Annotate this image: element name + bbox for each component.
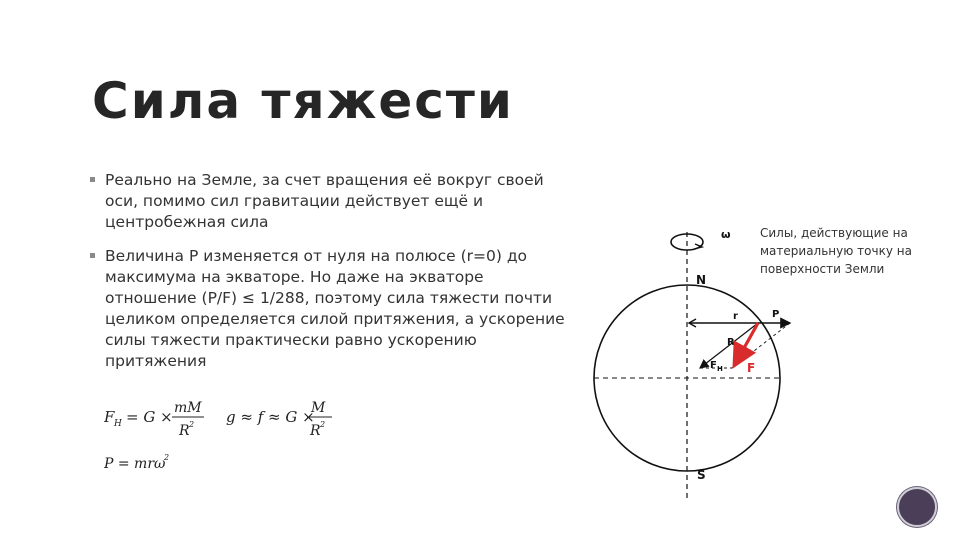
bullet-list [88, 170, 566, 385]
formula-den-r2: R [310, 423, 321, 439]
bullet-marker [90, 177, 95, 182]
formula-gravity-force [104, 400, 204, 439]
r-label: r [733, 311, 738, 322]
gravity-force-label: F [747, 361, 756, 375]
bullet-item [88, 246, 566, 372]
formula-p-exp: 2 [164, 453, 170, 462]
formula-acceleration [226, 400, 332, 439]
formula-num-mm: mM [174, 400, 202, 416]
omega-label: ω [721, 228, 731, 241]
formula-fh-sub: H [114, 419, 122, 429]
fh-sub-label: H [717, 365, 723, 373]
radius-label: R [727, 337, 735, 348]
formula-centrifugal [104, 453, 169, 472]
diagram-caption: Силы, действующие на материальную точку на поверхности Земли [760, 226, 912, 276]
construction-line [732, 323, 790, 368]
formula-eq-g: = G × [126, 408, 173, 426]
formula-den-exp: 2 [189, 420, 195, 429]
formulas [104, 392, 344, 482]
gravity-force-vector [734, 323, 758, 366]
formula-den-r: R [179, 423, 190, 439]
bullet-text: Реально на Земле, за счет вращения её вокруг своей оси, помимо сил гравитации действует ещё и центробежная сила [105, 171, 544, 231]
formula-g: g ≈ f ≈ G × [226, 408, 315, 426]
fh-label: F [710, 360, 717, 371]
south-label: S [697, 468, 706, 482]
north-label: N [696, 273, 707, 287]
p-label: P [772, 309, 780, 320]
bullet-item [88, 170, 566, 233]
formula-p: P = mrω [104, 456, 166, 472]
bullet-text: Величина P изменяется от нуля на полюсе (r=0) до максимума на экваторе. Но даже на экваторе отношение (P/F) ≤ 1/288, поэтому сила тяжести почти целиком определяется силой притяжения, а ускорение силы тяжести практически равно ускорению притяжения [105, 247, 565, 370]
formula-fh: F [104, 408, 115, 426]
slide-title: Сила тяжести [92, 72, 514, 130]
formula-den-exp2: 2 [320, 420, 326, 429]
slide-number-badge [897, 487, 937, 527]
formula-num-m: M [311, 400, 326, 416]
rotation-arrowhead [694, 244, 702, 249]
bullet-marker [90, 253, 95, 258]
